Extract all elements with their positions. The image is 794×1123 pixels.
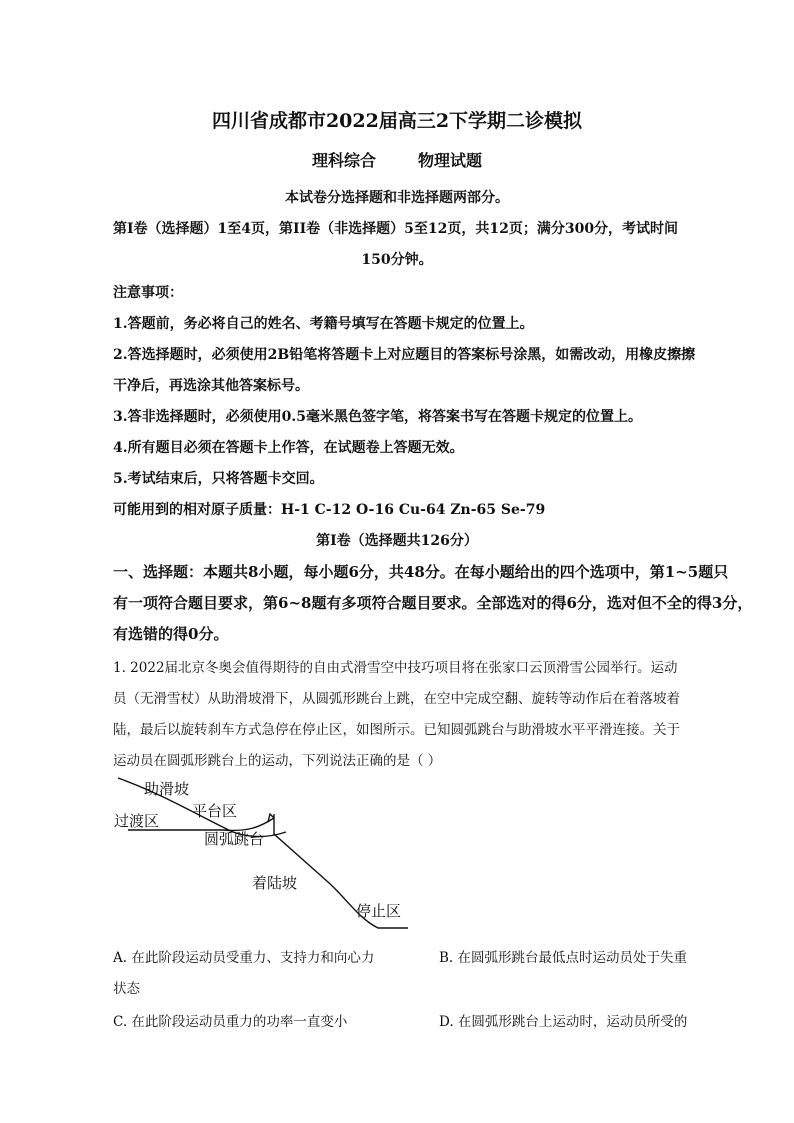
label-yuanhutiaotai: 圆弧跳台 [204,830,265,848]
section-instruction-1: 一、选择题：本题共8小题，每小题6分，共48分。在每小题给出的四个选项中，第1~5题只 [113,563,729,581]
section-title: 第I卷（选择题共126分） [316,533,478,549]
note-5: 5.考试结束后，只将答题卡交回。 [113,471,324,487]
question-1-line3: 陆，最后以旋转刹车方式急停在停止区，如图所示。已知圆弧跳台与助滑坡水平平滑连接。关于 [113,722,680,738]
option-a-line2: 状态 [113,981,140,997]
label-guoduqu: 过渡区 [114,812,160,830]
kicker-line [268,814,274,822]
question-1-line4: 运动员在圆弧形跳台上的运动，下列说法正确的是（ ） [113,753,442,769]
note-3: 3.答非选择题时，必须使用0.5毫米黑色签字笔，将答案书写在答题卡规定的位置上。 [113,409,642,425]
note-2-line2: 干净后，再选涂其他答案标号。 [113,378,309,394]
intro-pages-line2: 150分钟。 [361,252,433,268]
label-zhuhuapo: 助滑坡 [144,780,190,798]
label-zhuoluopo: 着陆坡 [252,874,298,892]
atomic-mass: 可能用到的相对原子质量：H-1 C-12 O-16 Cu-64 Zn-65 Se-79 [113,502,546,518]
notes-heading: 注意事项： [113,285,183,301]
intro-structure: 本试卷分选择题和非选择题两部分。 [285,190,509,206]
option-c: C. 在此阶段运动员重力的功率一直变小 [113,1014,348,1030]
ski-jump-figure [108,770,428,940]
note-4: 4.所有题目必须在答题卡上作答，在试题卷上答题无效。 [113,440,464,456]
label-pingtaiqu: 平台区 [192,802,238,820]
option-d-line1: D. 在圆弧形跳台上运动时，运动员所受的 [439,1014,688,1030]
option-b-line1: B. 在圆弧形跳台最低点时运动员处于失重 [439,950,688,966]
note-2-line1: 2.答选择题时，必须使用2B铅笔将答题卡上对应题目的答案标号涂黑，如需改动，用橡皮擦擦 [113,347,696,363]
question-1-line1: 1. 2022届北京冬奥会值得期待的自由式滑雪空中技巧项目将在张家口云顶滑雪公园举行。运动 [113,660,678,676]
intro-pages-line1: 第I卷（选择题）1至4页，第II卷（非选择题）5至12页，共12页；满分300分，考试时间 [113,221,679,237]
exam-subtitle [0,148,794,171]
section-instruction-2: 有一项符合题目要求，第6~8题有多项符合题目要求。全部选对的得6分，选对但不全的得3分， [113,594,753,612]
note-1: 1.答题前，务必将自己的姓名、考籍号填写在答题卡规定的位置上。 [113,316,534,332]
exam-title: 四川省成都市2022届高三2下学期二诊模拟 [211,110,583,132]
question-1-line2: 员（无滑雪杖）从助滑坡滑下，从圆弧形跳台上跳，在空中完成空翻、旋转等动作后在着落坡着 [113,691,680,707]
option-a-line1: A. 在此阶段运动员受重力、支持力和向心力 [113,950,375,966]
subtitle-paper: 物理试题 [418,151,483,170]
label-tingzhiqu: 停止区 [356,902,402,920]
section-instruction-3: 有选错的得0分。 [113,625,229,643]
subtitle-subject: 理科综合 [311,151,376,170]
